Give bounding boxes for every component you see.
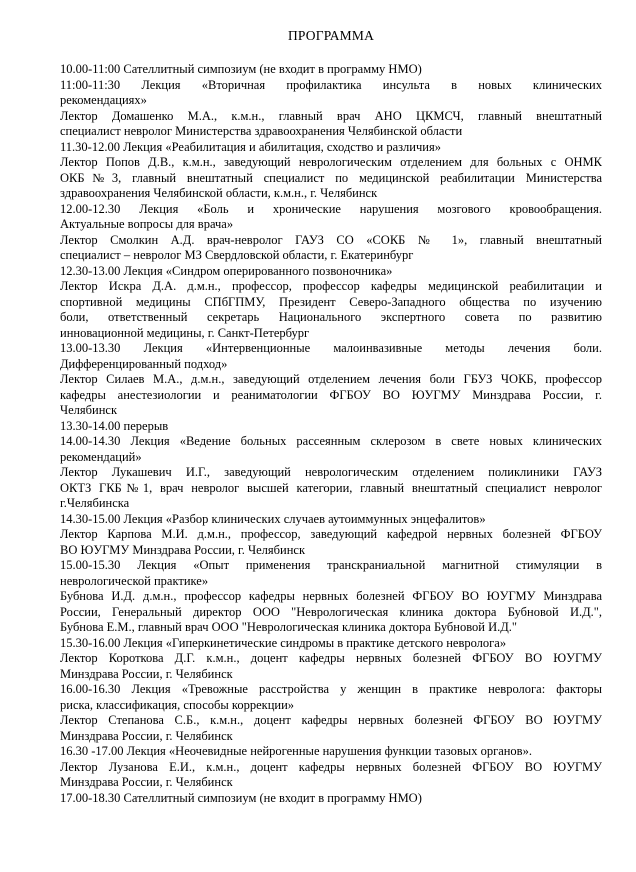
programme-line: кафедры анестезиологии и реаниматологии ФГБОУ ВО ЮУГМУ Минздрава России, г. [60, 387, 602, 402]
programme-line: ВО ЮУГМУ Минздрава России, г. Челябинск [60, 542, 306, 557]
page-title: ПРОГРАММА [287, 28, 375, 43]
programme-line: 13.30-14.00 перерыв [60, 418, 169, 433]
programme-line: здравоохранения Челябинской области, к.м.н., г. Челябинск [60, 186, 378, 200]
programme-line: Лектор Силаев М.А., д.м.н., заведующий отделением лечения боли ГБУЗ ЧОКБ, профессор [60, 372, 602, 386]
programme-line: риска, классификация, способы коррекции» [60, 697, 295, 712]
programme-line: неврологической практике» [60, 573, 209, 588]
programme-line: Лектор Домашенко М.А., к.м.н., главный врач АНО ЦКМСЧ, главный внештатный [60, 108, 602, 123]
programme-line: 13.00-13.30 Лекция «Интервенционные малоинвазивные методы лечения боли. [60, 341, 602, 355]
programme-list [60, 62, 602, 806]
programme-line: Минздрава России, г. Челябинск [60, 775, 233, 789]
programme-line: 11:00-11:30 Лекция «Вторичная профилактика инсульта в новых клинических [60, 77, 602, 92]
programme-line: специалист невролог Министерства здравоохранения Челябинской области [60, 124, 463, 138]
programme-line: ОКТЗ ГКБ№1, врач невролог высшей категории, главный внештатный специалист невролог [60, 480, 602, 495]
programme-line: 12.30-13.00 Лекция «Синдром оперированного позвоночника» [60, 263, 393, 278]
programme-line: рекомендациях» [60, 93, 147, 107]
programme-line: 12.00-12.30 Лекция «Боль и хронические нарушения мозгового кровообращения. [60, 201, 602, 216]
programme-line: 14.00-14.30 Лекция «Ведение больных рассеянным склерозом в свете новых клинических [60, 434, 602, 448]
programme-line: инновационной медицины, г. Санкт-Петербург [60, 325, 310, 340]
programme-line: 17.00-18.30 Сателлитный симпозиум (не входит в программу НМО) [60, 790, 422, 805]
programme-line: 11.30-12.00 Лекция «Реабилитация и абилитация, сходство и различия» [60, 139, 441, 154]
programme-line: г.Челябинска [60, 496, 130, 510]
programme-line: Лектор Карпова М.И. д.м.н., профессор, заведующий кафедрой нервных болезней ФГБОУ [60, 527, 602, 541]
programme-line: 15.00-15.30 Лекция «Опыт применения транскраниальной магнитной стимуляции в [60, 558, 602, 572]
programme-line: 10.00-11:00 Сателлитный симпозиум (не входит в программу НМО) [60, 62, 422, 76]
programme-line: Минздрава России, г. Челябинск [60, 728, 233, 743]
programme-line: Бубнова Е.М., главный врач ООО "Неврологическая клиника доктора Бубновой И.Д." [60, 620, 517, 634]
programme-line: Лектор Искра Д.А. д.м.н., профессор, профессор кафедры медицинской реабилитации и [60, 279, 602, 293]
programme-line: 14.30-15.00 Лекция «Разбор клинических случаев аутоиммунных энцефалитов» [60, 511, 486, 526]
programme-line: Дифференцированный подход» [60, 356, 228, 371]
programme-line: Челябинск [60, 403, 118, 417]
programme-line: России, Генеральный директор ООО "Неврологическая клиника доктора Бубновой И.Д.", [60, 604, 602, 619]
programme-line: Минздрава России, г. Челябинск [60, 666, 233, 681]
programme-line: ОКБ№3, главный внештатный специалист по медицинской реабилитации Министерства [60, 170, 602, 185]
programme-line: Бубнова И.Д. д.м.н., профессор кафедры нервных болезней ФГБОУ ВО ЮУГМУ Минздрава [60, 589, 602, 603]
programme-line: рекомендаций» [60, 449, 142, 464]
programme-line: 15.30-16.00 Лекция «Гиперкинетические синдромы в практике детского невролога» [60, 635, 507, 650]
programme-line: Лектор Лукашевич И.Г., заведующий неврологическим отделением поликлиники ГАУЗ [60, 465, 602, 479]
programme-line: Лектор Смолкин А.Д. врач-невролог ГАУЗ СО «СОКБ № 1», главный внештатный [60, 232, 602, 247]
programme-line: спортивной медицины СПбГПМУ, Президент Северо-Западного общества по изучению [60, 294, 602, 309]
programme-line: Актуальные вопросы для врача» [60, 217, 234, 231]
programme-line: боли, ответственный секретарь Национального экспертного совета по развитию [60, 310, 602, 324]
programme-line: 16.30 -17.00 Лекция «Неочевидные нейрогенные нарушения функции тазовых органов». [60, 744, 532, 758]
programme-line: Лектор Короткова Д.Г. к.м.н., доцент кафедры нервных болезней ФГБОУ ВО ЮУГМУ [60, 651, 602, 665]
programme-line: 16.00-16.30 Лекция «Тревожные расстройства у женщин в практике невролога: факторы [60, 682, 602, 696]
programme-line: специалист – невролог МЗ Свердловской области, г. Екатеринбург [60, 248, 414, 262]
programme-line: Лектор Лузанова Е.И., к.м.н., доцент кафедры нервных болезней ФГБОУ ВО ЮУГМУ [60, 759, 602, 774]
programme-line: Лектор Попов Д.В., к.м.н., заведующий неврологическим отделением для больных с ОНМК [60, 155, 602, 169]
programme-line: Лектор Степанова С.Б., к.м.н., доцент кафедры нервных болезней ФГБОУ ВО ЮУГМУ [60, 713, 602, 727]
